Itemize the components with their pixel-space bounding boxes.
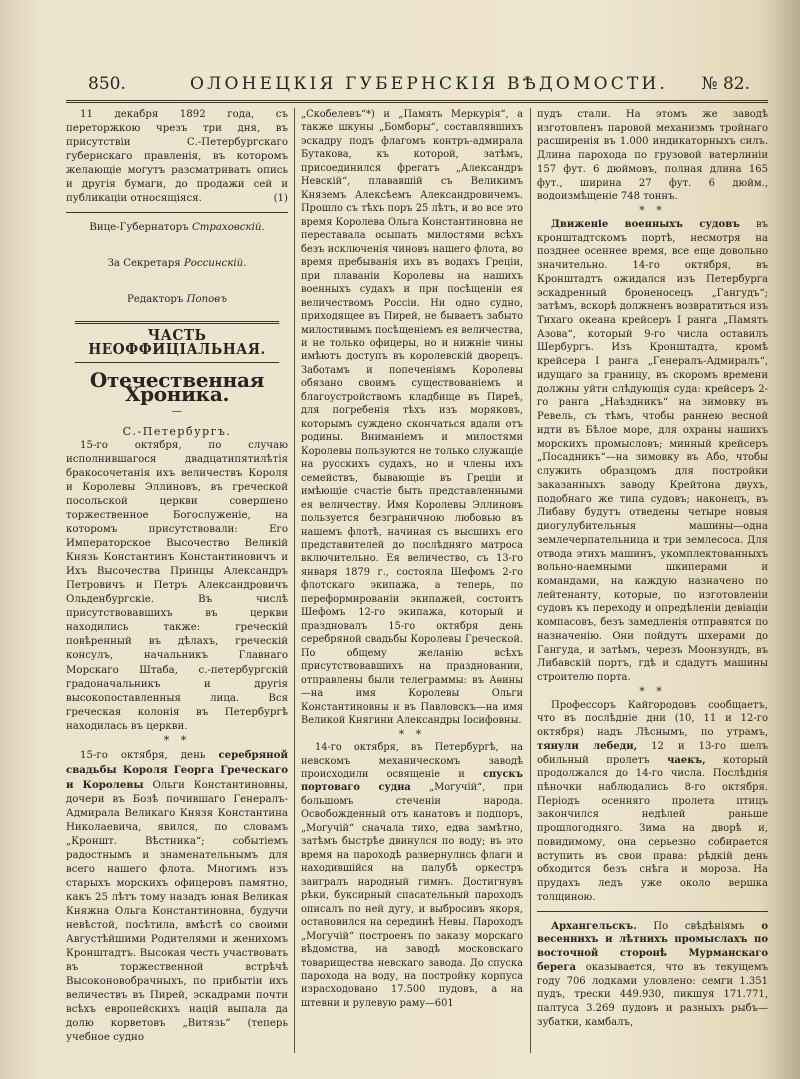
section-heading: Отечественная Хроника. xyxy=(89,368,265,407)
separator-stars: * * xyxy=(639,204,666,218)
page-number: 850. xyxy=(88,74,126,94)
article-paragraph: „Скобелевъ“*) и „Память Меркурія“, а также шкуны „Бомборы“, составлявшихъ эскадру подъ флагомъ контръ-адмирала Бутакова, къ которой, затѣмъ, присоединился фрегатъ „Александръ Невскій“, плававшій съ Великимъ Княземъ Алексѣемъ Александровичемъ. Прошло съ тѣхъ поръ 25 лѣтъ, и во все это время Королева Ольга Константиновна не переставала осыпать милостями всѣхъ безъ исключенія чиновъ нашего флота, во время пребыванія ихъ въ водахъ Греціи, при плаваніи Королевы на нашихъ военныхъ судахъ и при посѣщеніи ея величествомъ Россіи. Ни одно судно, приходящее въ Пирей, не бываетъ забыто милостивымъ посѣщеніемъ ея величества, и не только офицеры, но и нижніе чины имѣютъ доступъ въ королевскій дворецъ. Заботамъ и попеченіямъ Королевы обязано своимъ существованіемъ и благоустройствомъ кладбище въ Пиреѣ, для погребенія тѣхъ изъ моряковъ, которымъ суждено скончаться вдали отъ родины. Вниманіемъ и милостями Королевы пользуются не только служащіе на русскихъ судахъ, но и члены ихъ семействъ, бывающіе въ Греціи и имѣющіе счастіе быть представленными ея величеству. Имя Королевы Эллиновъ пользуется безграничною любовью въ нашемъ флотѣ, начиная съ высшихъ его представителей до послѣдняго матроса включительно. Ея величество, съ 13-го января 1879 г., состояла Шефомъ 2-го флотскаго экипажа, а теперь, по переформированіи экипажей, состоитъ Шефомъ 12-го экипажа, который и праздновалъ 15-го октября день серебряной свадьбы Королевы Греческой. По общему желанію всѣхъ присутствовавшихъ на праздновании, отправлены были телеграммы: въ Аѳины—на имя Королевы Ольги Константиновны и въ Павловскъ—на имя Великой Княгини Александры Іосифовны. xyxy=(301,109,523,727)
article-paragraph: Движеніе военныхъ судовъ въ кронштадтскомъ портѣ, несмотря на позднее осеннее время, все еще довольно значительно. 14-го октября, въ Кронштадтъ ожидался изъ Петербурга эскадренный броненосецъ „Гангудъ“; затѣмъ, вскорѣ должненъ возвратиться изъ Тихаго океана крейсеръ I ранга „Память Азова“, который 9-го числа оставилъ Шербургъ. Изъ Кронштадта, кромѣ крейсера I ранга „Генералъ-Адмиралъ“, идущаго за границу, въ скоромъ времени должны уйти слѣдующія суда: крейсеръ 2-го ранга „Наѣздникъ“ на зимовку въ Ревель, съ тѣмъ, чтобы раннею весной идти въ Бѣлое море, для охраны нашихъ морскихъ промысловъ; минный крейсеръ „Посадникъ“—на зимовку въ Або, чтобы служить образцомъ для постройки заказанныхъ заводу Крейтона двухъ, подобнаго же типа судовъ; наконецъ, въ Либаву будутъ отведены четыре новыя диогулубительныя машины—одна землечерпательница и три землесоса. Для отвода этихъ машинъ, укомплектованныхъ вольно-наемными шкиперами и командами, на каждую назначено по лейтенанту, которые, по изготовленіи судовъ къ переходу и опредѣленіи девіаціи компасовъ, безъ замедленія отправятся по назначенію. Они пойдутъ шхерами до Гангуда, и затѣмъ, черезъ Моонзундъ, въ Либавскій портъ, гдѣ и сдадутъ машины строителю порта. xyxy=(537,218,768,684)
signature-secretary: За Секретаря Россинскій. xyxy=(107,258,247,270)
issue-number: № 82. xyxy=(701,74,750,94)
article-paragraph: 15-го октября, по случаю исполнившагося двадцатипятилѣтія бракосочетанія ихъ величествъ Короля и Королевы Эллиновъ, въ греческой посольской церкви совершено торжественное Богослуженіе, на которомъ присутствовали: Его Императорское Высочество Великій Князь Константинъ Константиновичъ и Ихъ Высочества Принцы Александръ Петровичъ и Петръ Александровичъ Ольденбургскіе. Въ числѣ присутствовавшихъ въ церкви находились также: греческій повѣренный въ дѣлахъ, греческій консулъ, начальникъ Главнаго Морскаго Штаба, с.-петербургскій градоначальникъ и другія высокопоставленныя лица. Вся греческая колонія въ Петербургѣ находилась въ церкви. xyxy=(66,440,288,732)
column-1 xyxy=(66,108,288,1045)
column-3 xyxy=(537,108,768,1029)
separator-stars: * * xyxy=(639,684,666,698)
heading-dash: — xyxy=(171,406,183,418)
auction-notice: 11 декабря 1892 года, съ переторжкою чрезъ три дня, въ присутствіи С.-Петербургскаго губернскаго правленія, въ которомъ желающіе могутъ разсматривать опись и другія бумаги, до продажи сей и публикаціи относящіяся. (1) xyxy=(66,108,288,206)
notice-number: (1) xyxy=(273,193,288,205)
article-paragraph: Архангельскъ. По свѣдѣніямъ о весеннихъ и лѣтнихъ промыслахъ по восточной сторонѣ Мурманскаго берега оказывается, что въ текущемъ году 706 лодками уловлено: семги 1.351 пудъ, трески 449.930, пикшуя 171.771, палтуса 3.269 пудовъ и разныхъ рыбъ—зубатки, камбалъ, xyxy=(537,920,768,1028)
part-heading: ЧАСТЬ НЕОФФИЦІАЛЬНАЯ. xyxy=(75,321,279,363)
separator-stars: * * xyxy=(163,733,191,747)
column-divider xyxy=(530,108,531,1053)
newspaper-title: ОЛОНЕЦКІЯ ГУБЕРНСКІЯ ВѢДОМОСТИ. xyxy=(190,74,669,94)
separator-stars: * * xyxy=(398,727,426,741)
signature-vice-governor: Вице-Губернаторъ Страховскій. xyxy=(89,222,265,234)
column-2 xyxy=(301,108,523,1010)
divider xyxy=(66,212,288,213)
article-paragraph: Профессоръ Кайгородовъ сообщаетъ, что въ послѣдніе дни (10, 11 и 12-го октября) надъ Лѣснымъ, по утрамъ, тянули лебеди, 12 и 13-го шелъ обильный пролетъ чаекъ, который продолжался до 14-го числа. Послѣднія пѣночки наблюдались 8-го октября. Періодъ осенняго пролета птицъ закончился недѣлей раньше прошлогодняго. Зима на дворѣ и, повидимому, она серьезно собирается вступить въ свои права: рѣдкій день обходится безъ снѣга и мороза. На прудахъ ледъ уже около вершка толщиною. xyxy=(537,699,769,903)
city-heading: С.-Петербургъ. xyxy=(122,425,232,439)
column-divider xyxy=(294,108,295,1053)
divider xyxy=(537,911,768,912)
article-paragraph: пудъ стали. На этомъ же заводѣ изготовленъ паровой механизмъ тройнаго расширенія въ 1.000 индикаторныхъ силъ. Длина парохода по грузовой ватерлиніи 157 фут. 6 дюймовъ, полная длина 165 фут., ширина 27 фут. 6 дюйм., водоизмѣщеніе 748 тоннъ. xyxy=(537,109,768,203)
article-paragraph: 14-го октября, въ Петербургѣ, на невскомъ механическомъ заводѣ происходили освященіе и спускъ портоваго судна „Могучій“, при большомъ стеченіи народа. Освобожденный отъ канатовъ и подпоръ, „Могучій“ сначала тихо, едва замѣтно, затѣмъ быстрѣе двинулся по воду; въ это время на пароходѣ развернулись флаги и находившійся на палубѣ оркестръ заигралъ народный гимнъ. Достигнувъ рѣки, буксирный спасательный пароходъ описалъ по ней дугу, и выбросивъ якоря, остановился на серединѣ Невы. Пароходъ „Могучій“ построенъ по заказу морскаго вѣдомства, на заводѣ московскаго товарищества невскаго завода. До спуска парохода на воду, на постройку корпуса израсходовано 17.500 пудовъ, а на штевни и рулевую раму—601 xyxy=(301,742,523,1009)
article-paragraph: 15-го октября, день серебряной свадьбы Короля Георга Греческаго и Королевы Ольги Константиновны, дочери въ Бозѣ почившаго Генералъ-Адмирала Великаго Князя Константина Николаевича, явился, по словамъ „Кроншт. Вѣстника“; событіемъ радостнымъ и знаменательнымъ для всего нашего флота. Многимъ изъ старыхъ морскихъ офицеровъ памятно, какъ 25 лѣтъ тому назадъ юная Великая Княжна Ольга Константиновна, будучи невѣстой, посѣтила, вмѣстѣ со своими Августѣйшими Родителями и женихомъ Кронштадтъ. Высокая честь участвовать въ торжественной встрѣчѣ Высоконовобрачныхъ, по прибытіи ихъ величествъ въ Пирей, эскадрами почти всѣхъ европейскихъ націй выпала да долю корветовъ „Витязь“ (теперь учебное судно xyxy=(66,748,288,1043)
page-header xyxy=(80,70,760,98)
signature-editor: Редакторъ Поповъ xyxy=(126,294,228,306)
header-rule xyxy=(66,100,768,103)
